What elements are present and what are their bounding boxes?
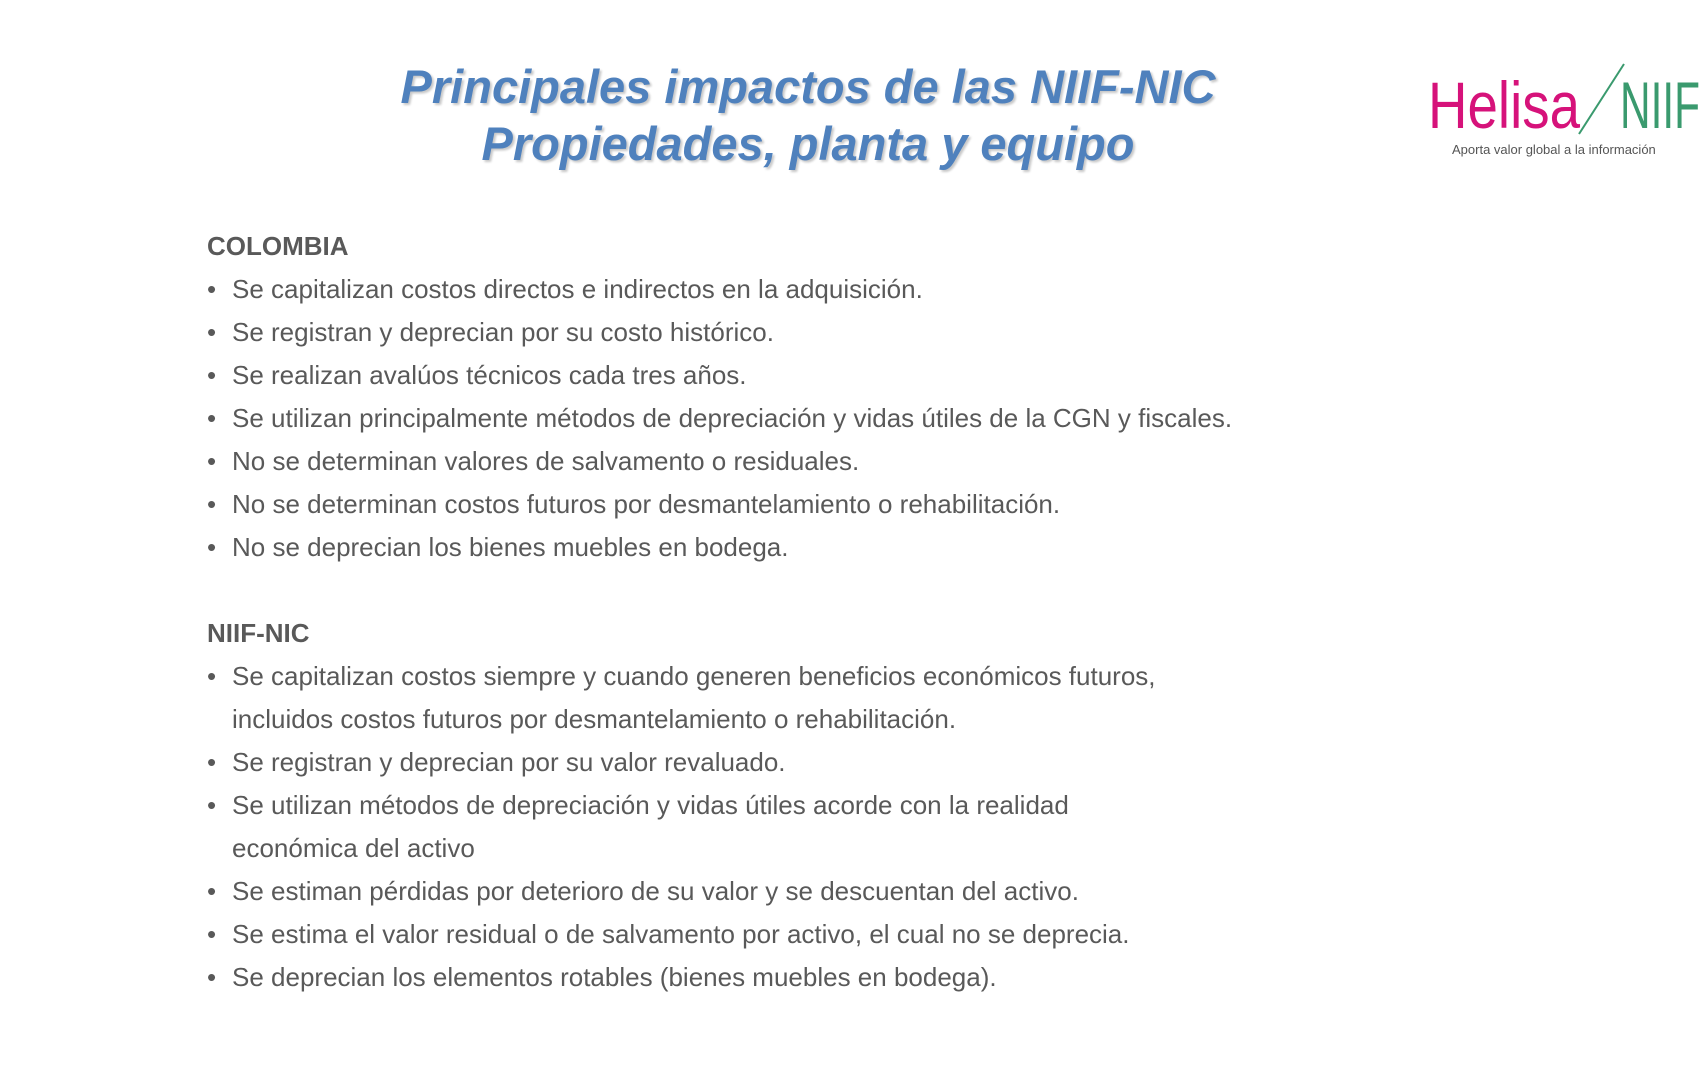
list-item-text: Se utilizan principalmente métodos de depreciación y vidas útiles de la CGN y fiscales. bbox=[232, 403, 1233, 433]
list-item bbox=[207, 397, 1387, 440]
list-item-text: No se deprecian los bienes muebles en bodega. bbox=[232, 532, 789, 562]
section-heading-niif: NIIF-NIC bbox=[207, 618, 310, 648]
bullet-icon: • bbox=[207, 360, 217, 390]
bullet-icon: • bbox=[207, 962, 217, 992]
bullet-icon: • bbox=[207, 403, 217, 433]
logo-brand-text: Helisa bbox=[1428, 68, 1581, 142]
logo-wordmark bbox=[1422, 56, 1706, 142]
bullet-icon: • bbox=[207, 876, 217, 906]
logo-slash bbox=[1579, 64, 1624, 134]
bullet-icon: • bbox=[207, 661, 217, 691]
list-item-text: Se estima el valor residual o de salvamento por activo, el cual no se deprecia. bbox=[232, 919, 1130, 949]
list-item-text: Se capitalizan costos directos e indirectos en la adquisición. bbox=[232, 274, 923, 304]
list-item-text: Se capitalizan costos siempre y cuando generen beneficios económicos futuros, incluidos costos futuros por desmantelamiento o rehabilitación. bbox=[232, 661, 1156, 734]
helisa-niif-logo bbox=[1422, 56, 1706, 166]
title-line-1: Principales impactos de las NIIF-NIC bbox=[400, 60, 1216, 113]
list-item-text: Se registran y deprecian por su valor revaluado. bbox=[232, 747, 786, 777]
list-item bbox=[207, 311, 1387, 354]
bullet-icon: • bbox=[207, 919, 217, 949]
list-item-text: No se determinan costos futuros por desmantelamiento o rehabilitación. bbox=[232, 489, 1061, 519]
bullet-icon: • bbox=[207, 446, 217, 476]
bullet-icon: • bbox=[207, 532, 217, 562]
logo-tagline: Aporta valor global a la información bbox=[1452, 142, 1656, 157]
list-item-text: No se determinan valores de salvamento o residuales. bbox=[232, 446, 860, 476]
bullet-icon: • bbox=[207, 489, 217, 519]
title-line-2: Propiedades, planta y equipo bbox=[481, 117, 1135, 170]
list-item-text: Se realizan avalúos técnicos cada tres años. bbox=[232, 360, 747, 390]
list-item-text: Se deprecian los elementos rotables (bienes muebles en bodega). bbox=[232, 962, 997, 992]
list-item bbox=[207, 655, 1232, 741]
list-item-text: Se registran y deprecian por su costo histórico. bbox=[232, 317, 774, 347]
slide-title bbox=[300, 58, 1316, 172]
list-item bbox=[207, 268, 1387, 311]
list-item bbox=[207, 784, 1162, 870]
bullet-icon: • bbox=[207, 274, 217, 304]
logo-product-text: NIIF bbox=[1620, 68, 1700, 142]
bullet-icon: • bbox=[207, 790, 217, 820]
content-body bbox=[207, 225, 1387, 999]
section-heading-colombia: COLOMBIA bbox=[207, 231, 349, 261]
bullet-icon: • bbox=[207, 747, 217, 777]
list-item-text: Se utilizan métodos de depreciación y vidas útiles acorde con la realidad económica del activo bbox=[232, 790, 1069, 863]
list-item-text: Se estiman pérdidas por deterioro de su valor y se descuentan del activo. bbox=[232, 876, 1079, 906]
section-spacer bbox=[207, 569, 1387, 612]
bullet-icon: • bbox=[207, 317, 217, 347]
list-item bbox=[207, 526, 1387, 569]
section-colombia bbox=[207, 225, 1387, 569]
list-item bbox=[207, 354, 1387, 397]
list-item bbox=[207, 440, 1387, 483]
list-item bbox=[207, 741, 1387, 784]
list-item bbox=[207, 870, 1387, 913]
list-item bbox=[207, 483, 1387, 526]
list-item bbox=[207, 956, 1387, 999]
section-niif bbox=[207, 612, 1387, 999]
list-item bbox=[207, 913, 1387, 956]
